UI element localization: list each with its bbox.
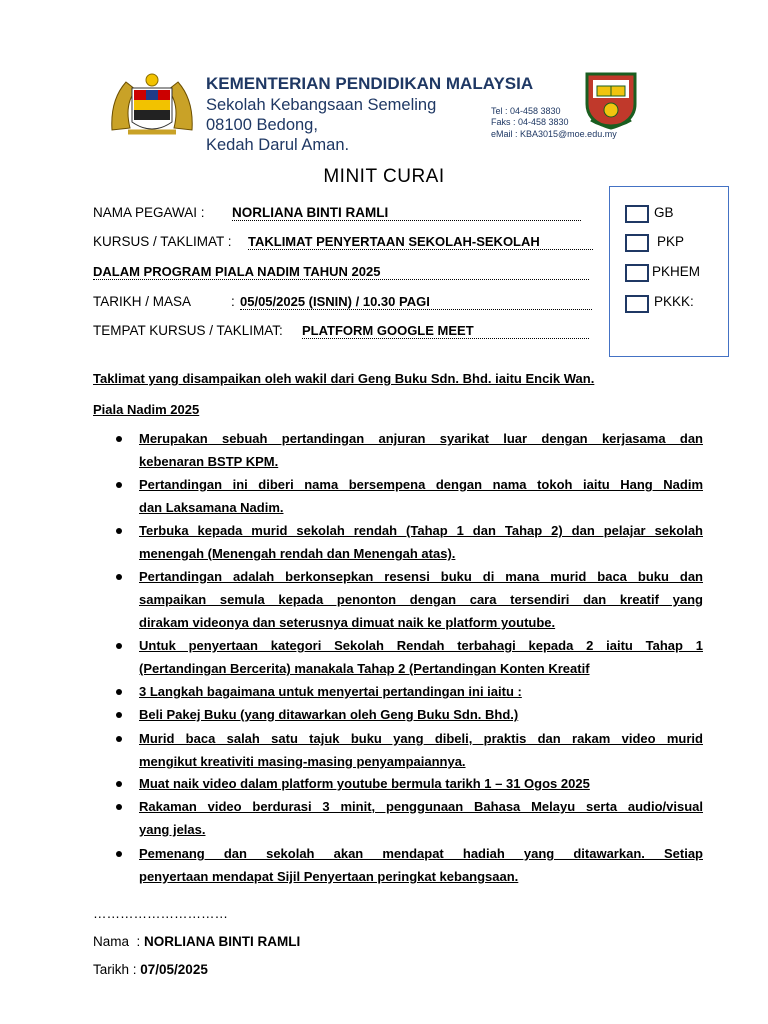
- bullet-1-line-2: kebenaran BSTP KPM.: [139, 454, 279, 469]
- bullet-11-line-1: Pemenang dan sekolah akan mendapat hadiah yang ditawarkan. Setiap: [139, 846, 703, 861]
- jata-negara-crest: [108, 70, 196, 140]
- checkbox-pkp[interactable]: [625, 234, 649, 252]
- bullet-2-line-1: Pertandingan ini diberi nama bersempena dengan nama tokoh iaitu Hang Nadim: [139, 477, 703, 492]
- signature-nama-label: Nama :: [93, 934, 145, 949]
- bullet-marker: [116, 804, 122, 810]
- bullet-3-line-2: menengah (Menengah rendah dan Menengah atas).: [139, 546, 456, 561]
- bullet-4-line-3: dirakam videonya dan seterusnya dimuat naik ke platform youtube.: [139, 615, 556, 630]
- bullet-6-line-1: 3 Langkah bagaimana untuk menyertai pertandingan ini iaitu :: [139, 684, 522, 699]
- document-title: MINIT CURAI: [323, 166, 445, 187]
- tempat-value: PLATFORM GOOGLE MEET: [302, 323, 589, 339]
- email-address: eMail : KBA3015@moe.edu.my: [491, 129, 617, 139]
- bullet-11-line-2: penyertaan mendapat Sijil Penyertaan peringkat kebangsaan.: [139, 869, 519, 884]
- phone-number: Tel : 04-458 3830: [491, 106, 561, 116]
- bullet-marker: [116, 689, 122, 695]
- bullet-marker: [116, 643, 122, 649]
- signature-tarikh-value: 07/05/2025: [140, 962, 208, 977]
- ministry-name: KEMENTERIAN PENDIDIKAN MALAYSIA: [206, 74, 534, 93]
- bullet-marker: [116, 482, 122, 488]
- bullet-3-line-1: Terbuka kepada murid sekolah rendah (Tahap 1 dan Tahap 2) dan pelajar sekolah: [139, 523, 703, 538]
- tarikh-masa-colon: :: [231, 294, 235, 309]
- kursus-label: KURSUS / TAKLIMAT :: [93, 234, 232, 249]
- kursus-value: TAKLIMAT PENYERTAAN SEKOLAH-SEKOLAH: [248, 234, 593, 250]
- bullet-2-line-2: dan Laksamana Nadim.: [139, 500, 284, 515]
- bullet-marker: [116, 528, 122, 534]
- checkbox-pkhem-label: PKHEM: [652, 264, 701, 279]
- fax-number: Faks : 04-458 3830: [491, 117, 569, 127]
- bullet-1-line-1: Merupakan sebuah pertandingan anjuran syarikat luar dengan kerjasama dan: [139, 431, 703, 446]
- tarikh-masa-value: 05/05/2025 (ISNIN) / 10.30 PAGI: [240, 294, 592, 310]
- bullet-4-line-2: sampaikan semula kepada penonton dengan cara tersendiri dan kreatif yang: [139, 592, 703, 607]
- checkbox-gb[interactable]: [625, 205, 649, 223]
- bullet-5-line-2: (Pertandingan Bercerita) manakala Tahap 2 (Pertandingan Konten Kreatif: [139, 661, 590, 676]
- bullet-4-line-1: Pertandingan adalah berkonsepkan resensi buku di mana murid baca buku dan: [139, 569, 703, 584]
- bullet-marker: [116, 574, 122, 580]
- bullet-marker: [116, 781, 122, 787]
- bullet-8-line-2: mengikut kreativiti masing-masing penyampaiannya.: [139, 754, 466, 769]
- bullet-marker: [116, 712, 122, 718]
- checkbox-pkp-label: PKP: [657, 234, 685, 249]
- address-line-2: Kedah Darul Aman.: [206, 136, 350, 154]
- bullet-10-line-2: yang jelas.: [139, 822, 206, 837]
- signature-tarikh: [93, 962, 208, 977]
- bullet-marker: [116, 851, 122, 857]
- bullet-marker: [116, 736, 122, 742]
- bullet-5-line-1: Untuk penyertaan kategori Sekolah Rendah terbahagi kepada 2 iaitu Tahap 1: [139, 638, 703, 653]
- tarikh-masa-label: TARIKH / MASA: [93, 294, 192, 309]
- bullet-7-line-1: Beli Pakej Buku (yang ditawarkan oleh Geng Buku Sdn. Bhd.): [139, 707, 519, 722]
- tempat-label: TEMPAT KURSUS / TAKLIMAT:: [93, 323, 283, 338]
- kursus-value-line-2: DALAM PROGRAM PIALA NADIM TAHUN 2025: [93, 264, 589, 280]
- signature-line: …………………………: [93, 906, 228, 921]
- address-line-1: 08100 Bedong,: [206, 116, 318, 134]
- signature-nama: [93, 934, 300, 949]
- bullet-9-line-1: Muat naik video dalam platform youtube bermula tarikh 1 – 31 Ogos 2025: [139, 776, 590, 791]
- bullet-10-line-1: Rakaman video berdurasi 3 minit, penggunaan Bahasa Melayu serta audio/visual: [139, 799, 703, 814]
- nama-pegawai-label: NAMA PEGAWAI :: [93, 205, 205, 220]
- section-title: Piala Nadim 2025: [93, 402, 200, 417]
- school-logo: [583, 70, 639, 130]
- bullet-marker: [116, 436, 122, 442]
- checkbox-pkhem[interactable]: [625, 264, 649, 282]
- signature-nama-value: NORLIANA BINTI RAMLI: [144, 934, 301, 949]
- checkbox-gb-label: GB: [654, 205, 674, 220]
- nama-pegawai-value: NORLIANA BINTI RAMLI: [232, 205, 581, 221]
- school-name: Sekolah Kebangsaan Semeling: [206, 96, 437, 114]
- intro-text: Taklimat yang disampaikan oleh wakil dari Geng Buku Sdn. Bhd. iaitu Encik Wan.: [93, 371, 595, 386]
- checkbox-pkkk[interactable]: [625, 295, 649, 313]
- checkbox-pkkk-label: PKKK:: [654, 294, 694, 309]
- bullet-8-line-1: Murid baca salah satu tajuk buku yang dibeli, praktis dan rakam video murid: [139, 731, 703, 746]
- signature-tarikh-label: Tarikh :: [93, 962, 141, 977]
